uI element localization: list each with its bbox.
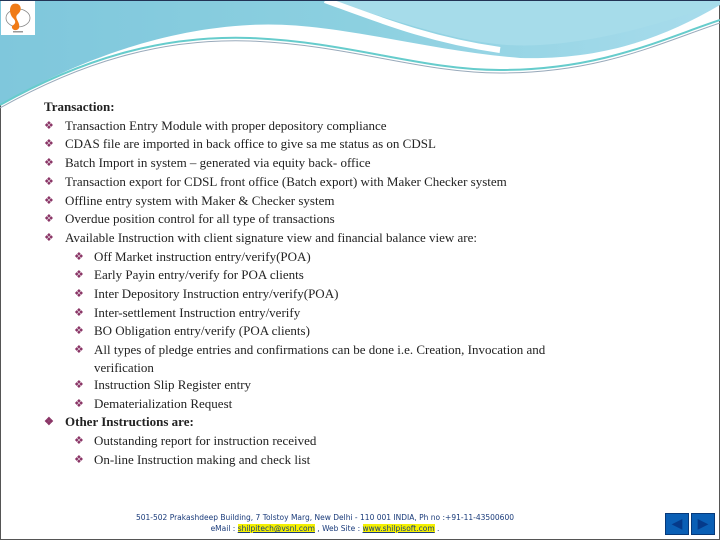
slide-content xyxy=(44,98,684,469)
item-text: Outstanding report for instruction received xyxy=(94,432,317,448)
bullet-diamond-icon: ❖ xyxy=(74,269,84,282)
item-text: BO Obligation entry/verify (POA clients) xyxy=(94,323,310,339)
item-text: CDAS file are imported in back office to give sa me status as on CDSL xyxy=(65,136,436,152)
list-item xyxy=(44,210,684,229)
sub-list-item xyxy=(44,395,684,414)
list-item xyxy=(44,154,684,173)
list-item xyxy=(44,135,684,154)
item-text: Transaction Entry Module with proper depository compliance xyxy=(65,117,387,133)
bullet-diamond-icon: ❖ xyxy=(44,138,54,151)
list-item xyxy=(44,173,684,192)
sub-list-item xyxy=(44,376,684,395)
sub-list-item xyxy=(44,322,684,341)
bullet-diamond-icon: ❖ xyxy=(44,231,54,244)
item-text: Early Payin entry/verify for POA clients xyxy=(94,267,304,283)
sub-list-item xyxy=(44,304,684,323)
item-text: Dematerialization Request xyxy=(94,395,233,411)
web-label: , Web Site : xyxy=(314,524,363,533)
bullet-diamond-icon: ❖ xyxy=(44,175,54,188)
sub-list-item xyxy=(44,285,684,304)
item-text: Instruction Slip Register entry xyxy=(94,376,252,392)
item-text: Overdue position control for all type of transactions xyxy=(65,211,335,227)
arrow-right-icon: ▶ xyxy=(697,516,709,532)
arrow-left-icon: ◀ xyxy=(671,516,683,532)
bullet-diamond-icon: ❖ xyxy=(44,416,54,429)
bullet-diamond-icon: ❖ xyxy=(74,250,84,263)
bullet-diamond-icon: ❖ xyxy=(44,157,54,170)
bullet-diamond-icon: ❖ xyxy=(44,119,54,132)
sub-list-item xyxy=(44,432,684,451)
item-text: Off Market instruction entry/verify(POA) xyxy=(94,248,311,264)
sub-list-item xyxy=(44,248,684,267)
sub-list-item xyxy=(44,266,684,285)
bullet-diamond-icon: ❖ xyxy=(74,344,84,357)
footer-address: 501-502 Prakashdeep Building, 7 Tolstoy Marg, New Delhi - 110 001 INDIA, Ph no :+91-11-43500600 xyxy=(135,513,515,522)
bullet-diamond-icon: ❖ xyxy=(74,378,84,391)
footer xyxy=(100,512,550,534)
item-text: Inter-settlement Instruction entry/verify xyxy=(94,304,301,320)
bullet-diamond-icon: ❖ xyxy=(74,306,84,319)
next-slide-button[interactable] xyxy=(691,513,715,535)
item-text: Available Instruction with client signature view and financial balance view are: xyxy=(65,229,477,245)
company-logo xyxy=(1,1,35,35)
section-heading: Transaction: xyxy=(44,99,115,114)
list-item xyxy=(44,413,684,432)
item-text: Batch Import in system – generated via equity back- office xyxy=(65,155,371,171)
bullet-diamond-icon: ❖ xyxy=(44,213,54,226)
slide-navigation xyxy=(665,513,715,535)
list-item xyxy=(44,229,684,248)
bullet-diamond-icon: ❖ xyxy=(74,397,84,410)
list-item xyxy=(44,117,684,136)
header-wave-decoration xyxy=(0,0,720,110)
bullet-diamond-icon: ❖ xyxy=(44,194,54,207)
bullet-diamond-icon: ❖ xyxy=(74,288,84,301)
item-text: Transaction export for CDSL front office (Batch export) with Maker Checker system xyxy=(65,173,507,189)
item-text: All types of pledge entries and confirmations can be done i.e. Creation, Invocation and xyxy=(94,342,546,358)
item-text: Offline entry system with Maker & Checker system xyxy=(65,192,335,208)
bullet-diamond-icon: ❖ xyxy=(74,325,84,338)
item-text: Inter Depository Instruction entry/verify(POA) xyxy=(94,286,339,302)
bullet-diamond-icon: ❖ xyxy=(74,434,84,447)
sub-list-item xyxy=(44,341,684,360)
sub-list-item xyxy=(44,451,684,470)
email-label: eMail : xyxy=(210,524,238,533)
bullet-diamond-icon: ❖ xyxy=(74,453,84,466)
list-item xyxy=(44,192,684,211)
website-link[interactable]: www.shilpisoft.com xyxy=(362,524,435,533)
email-link[interactable]: shilpitech@vsnl.com xyxy=(237,524,315,533)
previous-slide-button[interactable] xyxy=(665,513,689,535)
item-continuation: verification xyxy=(94,359,154,375)
item-text: On-line Instruction making and check list xyxy=(94,451,311,467)
item-text: Other Instructions are: xyxy=(65,414,194,430)
footer-end: . xyxy=(434,524,440,533)
